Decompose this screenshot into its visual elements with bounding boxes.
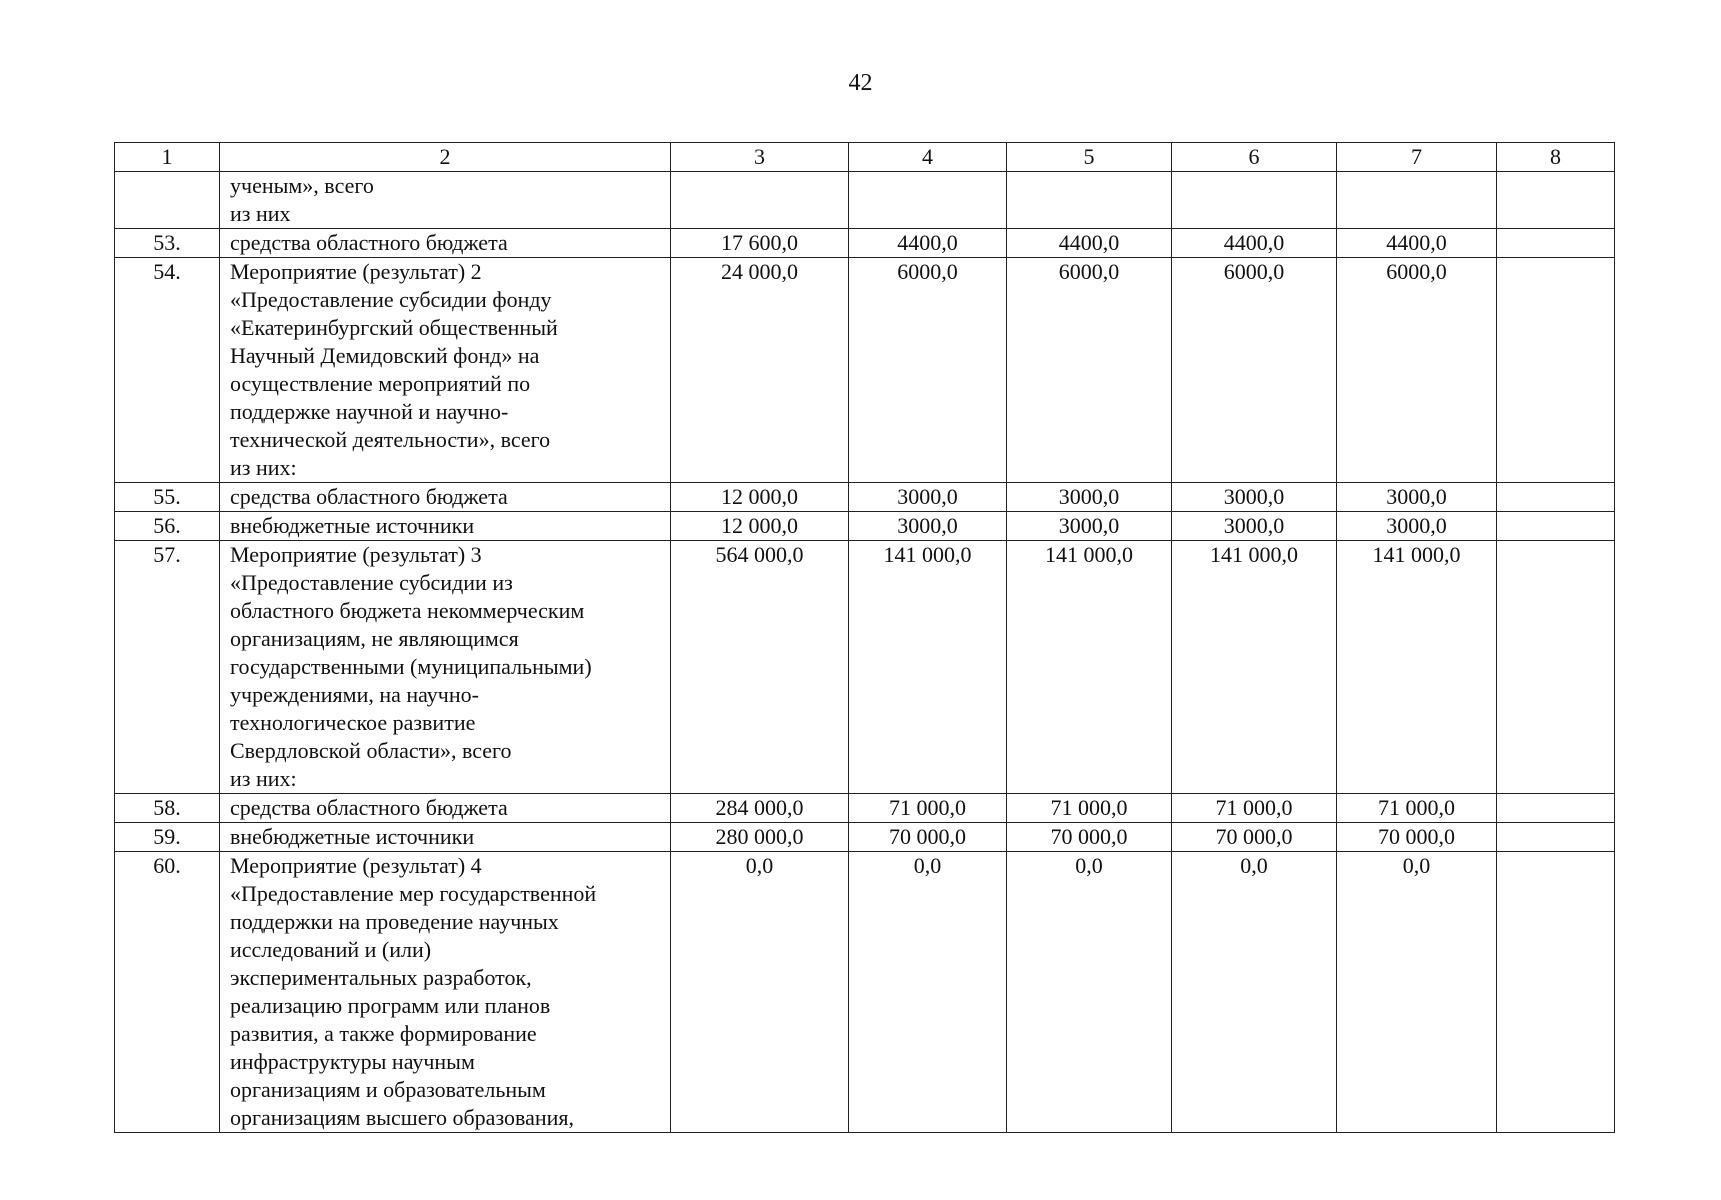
value-col-3-cell: 17 600,0 (671, 229, 849, 258)
row-number-cell: 56. (115, 512, 220, 541)
description-cell: средства областного бюджета (220, 483, 671, 512)
row-number-cell: 58. (115, 794, 220, 823)
row-number-cell: 54. (115, 258, 220, 483)
value-col-7-cell: 3000,0 (1337, 483, 1497, 512)
description-cell: Мероприятие (результат) 4 «Предоставление мер государственной поддержки на проведение научных исследований и (или) экспериментальных разработок, реализацию программ или планов развития, а также формирование инфраструктуры научным организациям и образовательным организациям высшего образования, (220, 852, 671, 1133)
value-col-8-cell (1497, 172, 1615, 229)
header-col-5: 5 (1007, 143, 1172, 172)
value-col-7-cell: 0,0 (1337, 852, 1497, 1133)
table-row (115, 258, 1615, 483)
value-col-7-cell (1337, 172, 1497, 229)
page-number: 42 (848, 70, 873, 96)
value-col-3-cell: 564 000,0 (671, 541, 849, 794)
row-number-cell: 57. (115, 541, 220, 794)
header-col-1: 1 (115, 143, 220, 172)
value-col-6-cell: 6000,0 (1172, 258, 1337, 483)
description-cell: Мероприятие (результат) 3 «Предоставление субсидии из областного бюджета некоммерческим организациям, не являющимся государственными (муниципальными) учреждениями, на научно- технологическое развитие Свердловской области», всего из них: (220, 541, 671, 794)
row-number-cell: 55. (115, 483, 220, 512)
header-col-3: 3 (671, 143, 849, 172)
value-col-3-cell (671, 172, 849, 229)
table-row (115, 823, 1615, 852)
value-col-8-cell (1497, 512, 1615, 541)
table-row (115, 541, 1615, 794)
value-col-8-cell (1497, 852, 1615, 1133)
value-col-6-cell: 4400,0 (1172, 229, 1337, 258)
header-col-7: 7 (1337, 143, 1497, 172)
value-col-5-cell: 6000,0 (1007, 258, 1172, 483)
value-col-5-cell: 3000,0 (1007, 512, 1172, 541)
value-col-5-cell: 4400,0 (1007, 229, 1172, 258)
value-col-4-cell: 3000,0 (849, 512, 1007, 541)
table-row (115, 229, 1615, 258)
value-col-8-cell (1497, 258, 1615, 483)
row-number-cell (115, 172, 220, 229)
row-number-cell: 59. (115, 823, 220, 852)
value-col-7-cell: 3000,0 (1337, 512, 1497, 541)
value-col-5-cell: 71 000,0 (1007, 794, 1172, 823)
value-col-4-cell (849, 172, 1007, 229)
value-col-3-cell: 12 000,0 (671, 512, 849, 541)
value-col-5-cell: 0,0 (1007, 852, 1172, 1133)
table-row (115, 172, 1615, 229)
header-col-6: 6 (1172, 143, 1337, 172)
table-row (115, 852, 1615, 1133)
value-col-3-cell: 284 000,0 (671, 794, 849, 823)
value-col-7-cell: 70 000,0 (1337, 823, 1497, 852)
value-col-5-cell: 3000,0 (1007, 483, 1172, 512)
value-col-7-cell: 141 000,0 (1337, 541, 1497, 794)
value-col-4-cell: 70 000,0 (849, 823, 1007, 852)
table-row (115, 512, 1615, 541)
value-col-3-cell: 12 000,0 (671, 483, 849, 512)
value-col-6-cell: 141 000,0 (1172, 541, 1337, 794)
header-col-2: 2 (220, 143, 671, 172)
value-col-8-cell (1497, 541, 1615, 794)
value-col-7-cell: 71 000,0 (1337, 794, 1497, 823)
value-col-8-cell (1497, 483, 1615, 512)
value-col-8-cell (1497, 229, 1615, 258)
row-number-cell: 53. (115, 229, 220, 258)
description-cell: ученым», всего из них (220, 172, 671, 229)
value-col-6-cell: 3000,0 (1172, 483, 1337, 512)
value-col-4-cell: 3000,0 (849, 483, 1007, 512)
description-cell: средства областного бюджета (220, 229, 671, 258)
header-row (115, 143, 1615, 172)
value-col-6-cell: 70 000,0 (1172, 823, 1337, 852)
value-col-6-cell (1172, 172, 1337, 229)
value-col-4-cell: 4400,0 (849, 229, 1007, 258)
description-cell: Мероприятие (результат) 2 «Предоставление субсидии фонду «Екатеринбургский общественный Научный Демидовский фонд» на осуществление мероприятий по поддержке научной и научно- технической деятельности», всего из них: (220, 258, 671, 483)
description-cell: внебюджетные источники (220, 512, 671, 541)
value-col-4-cell: 6000,0 (849, 258, 1007, 483)
table-body (115, 172, 1615, 1133)
value-col-5-cell (1007, 172, 1172, 229)
description-cell: внебюджетные источники (220, 823, 671, 852)
value-col-3-cell: 24 000,0 (671, 258, 849, 483)
value-col-8-cell (1497, 823, 1615, 852)
table-row (115, 794, 1615, 823)
value-col-7-cell: 6000,0 (1337, 258, 1497, 483)
value-col-5-cell: 70 000,0 (1007, 823, 1172, 852)
value-col-6-cell: 71 000,0 (1172, 794, 1337, 823)
description-cell: средства областного бюджета (220, 794, 671, 823)
value-col-8-cell (1497, 794, 1615, 823)
row-number-cell: 60. (115, 852, 220, 1133)
table-row (115, 483, 1615, 512)
header-col-4: 4 (849, 143, 1007, 172)
budget-table (114, 142, 1615, 1133)
value-col-7-cell: 4400,0 (1337, 229, 1497, 258)
value-col-4-cell: 0,0 (849, 852, 1007, 1133)
value-col-4-cell: 71 000,0 (849, 794, 1007, 823)
header-col-8: 8 (1497, 143, 1615, 172)
value-col-6-cell: 0,0 (1172, 852, 1337, 1133)
value-col-3-cell: 280 000,0 (671, 823, 849, 852)
value-col-3-cell: 0,0 (671, 852, 849, 1133)
value-col-5-cell: 141 000,0 (1007, 541, 1172, 794)
value-col-6-cell: 3000,0 (1172, 512, 1337, 541)
value-col-4-cell: 141 000,0 (849, 541, 1007, 794)
